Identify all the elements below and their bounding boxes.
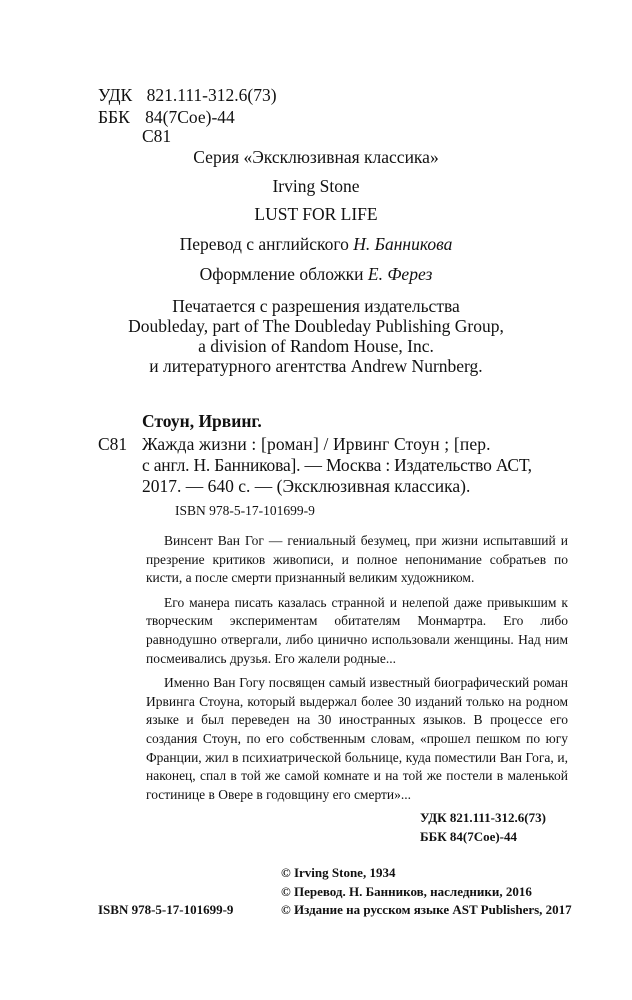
- catalog-mark: С81: [98, 434, 128, 454]
- bbk-value: 84(7Сое)-44: [145, 107, 235, 127]
- catalog-heading: Стоун, Ирвинг.: [142, 411, 262, 431]
- udk-label: УДК: [98, 85, 133, 105]
- copyright-line: © Перевод. Н. Банников, наследники, 2016: [281, 884, 532, 899]
- cover-design-prefix: Оформление обложки: [199, 264, 364, 284]
- abstract: [146, 532, 568, 804]
- bbk-label: ББК: [98, 107, 130, 127]
- cover-design-line: [0, 264, 632, 285]
- copyright-line: © Irving Stone, 1934: [281, 865, 396, 880]
- bbk-code-bold: ББК 84(7Сое)-44: [420, 829, 518, 844]
- translator-name: Н. Банникова: [353, 234, 453, 254]
- permission-line: и литературного агентства Andrew Nurnberg.: [149, 356, 483, 376]
- permission-line: a division of Random House, Inc.: [198, 336, 434, 356]
- author-mark: С81: [142, 126, 172, 146]
- udk-code-bold: УДК 821.111-312.6(73): [420, 810, 546, 825]
- translator-line: [0, 234, 632, 255]
- catalog-line: с англ. Н. Банникова]. — Москва : Издательство АСТ,: [142, 455, 532, 475]
- permission-line: Печатается с разрешения издательства: [172, 296, 460, 316]
- abstract-paragraph: Винсент Ван Гог — гениальный безумец, при жизни испытавший и презрение критиков живописи, и полное непонимание собратьев по кисти, а после смерти признанный великим художником.: [146, 533, 568, 586]
- series-line: Серия «Эксклюзивная классика»: [193, 147, 439, 167]
- udk-value: 821.111-312.6(73): [146, 85, 277, 105]
- copyright-line: © Издание на русском языке AST Publishers, 2017: [281, 902, 572, 917]
- bbk-line: [98, 107, 235, 128]
- abstract-paragraph: Именно Ван Гогу посвящен самый известный биографический роман Ирвинга Стоуна, который выдержал более 30 изданий только на родном языке и был переведен на 30 иностранных языков. В процессе его создания Стоун, по его собственным словам, «прошел пешком по югу Франции, жил в психиатрической больнице, куда поместили Ван Гога, и, наконец, спал в той же самой комнате и на той же постели в маленькой гостинице в Овере в годовщину его смерти»...: [146, 675, 568, 802]
- translator-prefix: Перевод с английского: [179, 234, 349, 254]
- footer-isbn: ISBN 978-5-17-101699-9: [98, 902, 234, 917]
- original-title: LUST FOR LIFE: [254, 204, 378, 224]
- abstract-paragraph: Его манера писать казалась странной и нелепой даже привыкшим к творческим экспериментам обитателям Монмартра. Его либо равнодушно отвергали, либо цинично использовали женщины. Над ним посмеивались друзья. Его жалели родные...: [146, 594, 568, 666]
- permission-line: Doubleday, part of The Doubleday Publishing Group,: [128, 316, 504, 336]
- cover-designer-name: Е. Ферез: [367, 264, 433, 284]
- catalog-isbn: ISBN 978-5-17-101699-9: [175, 503, 315, 518]
- catalog-line: 2017. — 640 с. — (Эксклюзивная классика).: [142, 476, 471, 496]
- catalog-line: Жажда жизни : [роман] / Ирвинг Стоун ; [пер.: [142, 434, 491, 454]
- udk-line: [98, 85, 277, 106]
- original-author: Irving Stone: [272, 176, 360, 196]
